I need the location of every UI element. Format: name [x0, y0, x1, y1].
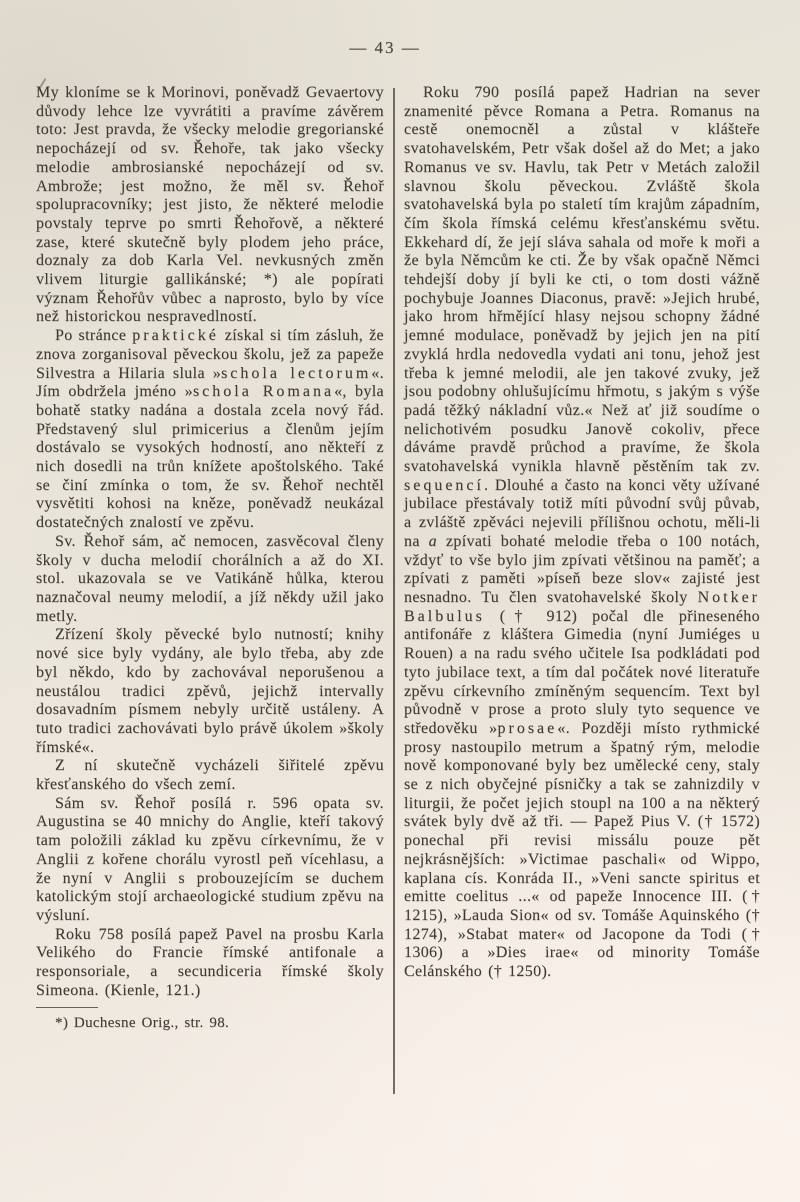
text-run: († 912) počal dle přineseného antifonáře z kláštera Gimedia (nyní Jumiéges u Rouen) a na radu svého učitele Isa podkládati pod tyto jubilace text, a tím dal počátek nové literatuře zpěvu církevního zmíněným sequencím. Text byl původně v prose a proto sluly tyto sequence ve středověku » [404, 607, 760, 737]
paragraph [36, 626, 384, 757]
page-number: — 43 — [349, 38, 421, 57]
text-run: Sv. Řehoř sám, ač nemocen, zasvěcoval členy školy v ducha melodií chorálních a až do XI. stol. ukazovala se ve Vatikáně hůlka, kterou naznačoval neumy melodií, a jíž někdy užil jako metly. [36, 532, 384, 625]
footnote-rule [36, 1007, 98, 1008]
text-run: získal si tím zásluh, že znova zorganisoval pěveckou školu, jež za papeže Silvestra a Hilaria slula » [36, 327, 385, 382]
text-run: . Dlouhé a často na konci věty užívané jubilace přestávaly totiž míti původní svůj půvab, a zvláště zpěváci nejevili přílišnou ochotu, měli-li na [404, 476, 760, 550]
text-run: Z ní skutečně vycházeli šiřitelé zpěvu křesťanského do všech zemí. [36, 757, 384, 794]
paragraph [36, 926, 384, 1001]
text-run: Zřízení školy pěvecké bylo nutností; knihy nové sice byly vydány, ale bylo třeba, aby zde byl někdo, kdo by zachovával neporušenou a neustálou tradici zpěvů, jejichž intervally dosavadním písmem nebyly určitě ustáleny. A tuto tradici zachovávati bylo právě úkolem »školy římské«. [36, 626, 384, 756]
paragraph [36, 84, 384, 327]
text-run: «, byla bohatě statky nadána a dostala zcela nový řád. Představený slul primicerius a členům jejím dostávalo se vysokých hodností, ano někteří z nich dosedli na trůn knížete apoštolského. Také se činí zmínka o tom, že sv. Řehoř nechtěl vysvětiti kohosi na kněze, poněvadž neukázal dostatečných znalostí ve zpěvu. [36, 383, 384, 532]
text-run: a [428, 532, 438, 550]
text-run: Roku 758 posílá papež Pavel na prosbu Karla Velikého do Francie římské antifonale a responsoriale, a secundiceria římské školy Simeona. (Kienle, 121.) [36, 925, 384, 999]
text-run: Roku 790 posílá papež Hadrian na sever znamenité pěvce Romana a Petra. Romanus na cestě onemocněl a zůstal v klášteře svatohavelském, Petr však došel až do Met; a jako Romanus ve sv. Havlu, tak Petr v Metách založil slavnou školu pěveckou. Zvláště škola svatohavelská byla po staletí tím krajům západním, čím škola římská celému křesťanskému světu. Ekkehard dí, že její sláva sahala od moře k moři a že byla Němcům ke cti. Že by však opačně Němci tehdejší doby jí byli ke cti, o tom dosti vážně pochybuje Joannes Diaconus, pravě: »Jejich hrubé, jako hrom hřmějící hlasy nejsou schopny žádné jemné modulace, poněvadž by jejich jen na pití zvyklá hrdla nedovedla vydati ani tonu, jehož jest třeba k jemné melodii, ale jen takové zvuky, jež jsou podobny ohlušujícímu hřmotu, s jakým s výše padá těžký nákladní vůz.« Než ať již soudíme o nelichotivém posudku Janově cokoliv, přece dáváme pravdě průchod a pravíme, že škola svatohavelská vynikla hlavně pěstěním tak zv. [404, 84, 760, 476]
text-column-right [404, 84, 760, 982]
paragraph [36, 757, 384, 794]
paragraph [36, 533, 384, 627]
text-run: schola lectorum [221, 364, 372, 382]
text-run: prosae [497, 719, 558, 737]
paragraph [36, 327, 384, 533]
text-run: «. Později místo rythmické prosy nastoupilo metrum a špatný rým, melodie nově komponované byly bez umělecké ceny, staly se z nich obyčejné písničky a tak se zahnizdily v liturgii, že počet jejich stoupl na 100 a na některý svátek byly dvě až tři. — Papež Pius V. († 1572) ponechal při revisi missálu pouze pět nejkrásnějších: »Victimae paschali« od Wippo, kaplana cís. Konráda II., »Veni sancte spiritus et emitte coelitus ...« od papeže Innocence III. († 1215), »Lauda Sion« od sv. Tomáše Aquinského († 1274), »Stabat mater« od Jacopone da Todi († 1306) a »Dies irae« od minority Tomáše Celánského († 1250). [404, 719, 760, 981]
text-run: schola Romana [192, 383, 335, 401]
text-run: Notker Balbulus [404, 588, 760, 625]
column-divider [393, 88, 395, 1094]
paragraph [36, 795, 384, 926]
paragraph [404, 84, 760, 982]
text-run: sequencí [404, 476, 484, 494]
text-run: My kloníme se k Morinovi, poněvadž Gevaertovy důvody lehce lze vyvrátiti a pravíme závěrem toto: Jest pravda, že všecky melodie gregorianské nepocházejí od sv. Řehoře, tak jako všecky melodie ambrosianské nepocházejí od sv. Ambrože; jest možno, že měl sv. Řehoř spolupracovníky; jest jisto, že některé melodie povstaly teprve po smrti Řehořově, a některé zase, které skutečně byly plodem jeho práce, doznaly za dob Karla Vel. nevkusných změn vlivem liturgie gallikánské; *) ale popírati význam Řehořův vůbec a naprosto, bylo by více než historickou nespravedlností. [36, 84, 384, 326]
text-run: Po stránce [55, 327, 133, 345]
text-column-left [36, 84, 384, 1032]
footnote: *) Duchesne Orig., str. 98. [55, 1015, 230, 1032]
text-run: zpívati bohaté melodie třeba o 100 notách, vždyť to vše bylo jim zpívati většinou na paměť; a zpívati z paměti »píseň beze slov« zajisté jest nesnadno. Tu člen svatohavelské školy [404, 532, 760, 606]
text-run: «. Jím obdržela jméno » [36, 364, 384, 401]
text-run: Sám sv. Řehoř posílá r. 596 opata sv. Augustina se 40 mnichy do Anglie, kteří takový tam položili základ ku zpěvu církevnímu, že v Anglii z kořene chorálu vyrostl peň vícehlasu, a že nyní v Anglii s probouzejícím se duchem katolickým stojí archaeologické studium zpěvu na výsluní. [36, 794, 384, 924]
text-run: praktické [132, 327, 219, 345]
